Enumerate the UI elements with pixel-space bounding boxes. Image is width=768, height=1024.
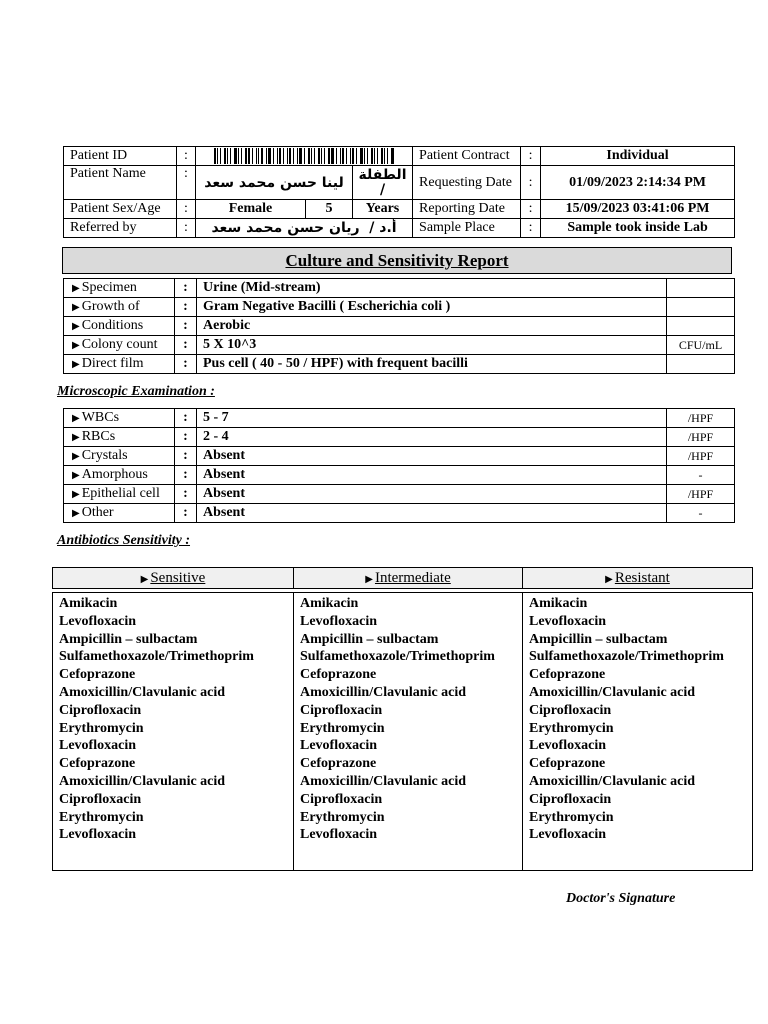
sex-age-label: Patient Sex/Age	[64, 200, 177, 219]
colon: :	[175, 279, 197, 298]
antibiotic-item: Cefoprazone	[59, 756, 136, 772]
culture-label: Direct film	[81, 356, 144, 371]
culture-unit	[667, 355, 735, 374]
micro-label-cell	[64, 485, 175, 504]
antibiotic-item: Sulfamethoxazole/Trimethoprim	[59, 649, 254, 665]
header-intermediate: ▶ Intermediate	[294, 568, 523, 589]
colon: :	[177, 166, 196, 200]
micro-value: Absent	[197, 504, 667, 523]
antibiotic-item: Erythromycin	[59, 809, 144, 825]
culture-row	[64, 298, 735, 317]
antibiotic-item: Erythromycin	[59, 720, 144, 736]
culture-label-cell	[64, 336, 175, 355]
referred-name: ريان حسن محمد سعد	[211, 220, 360, 236]
micro-label-cell	[64, 504, 175, 523]
antibiotic-item: Amikacin	[300, 596, 359, 611]
micro-label: Amorphous	[81, 467, 148, 482]
antibiotic-item: Cefoprazone	[300, 667, 377, 683]
culture-row	[64, 336, 735, 355]
colon: :	[175, 355, 197, 374]
culture-table	[63, 278, 735, 374]
culture-unit: CFU/mL	[667, 336, 735, 355]
micro-label-cell	[64, 466, 175, 485]
micro-value: Absent	[197, 485, 667, 504]
colon: :	[175, 409, 197, 428]
patient-name-label: Patient Name	[64, 166, 177, 200]
culture-unit	[667, 298, 735, 317]
antibiotic-item: Amoxicillin/Clavulanic acid	[59, 684, 226, 700]
antibiotic-item: Erythromycin	[300, 809, 385, 825]
microscopic-title: Microscopic Examination :	[57, 384, 215, 399]
triangle-right-icon: ▶	[72, 432, 80, 443]
triangle-right-icon: ▶	[72, 508, 80, 519]
culture-label-cell	[64, 355, 175, 374]
antibiotic-item: Ampicillin – sulbactam	[300, 631, 439, 647]
micro-label: Crystals	[81, 448, 128, 463]
antibiotic-item: Ampicillin – sulbactam	[59, 631, 198, 647]
antibiotic-item: Levofloxacin	[59, 613, 136, 629]
culture-label: Colony count	[81, 337, 158, 352]
referred-by-label: Referred by	[64, 219, 177, 238]
micro-row	[64, 485, 735, 504]
antibiotic-item: Levofloxacin	[529, 738, 606, 754]
requesting-date-label: Requesting Date	[413, 166, 521, 200]
triangle-right-icon: ▶	[140, 573, 149, 585]
triangle-right-icon: ▶	[72, 321, 80, 332]
antibiotic-item: Amikacin	[59, 596, 118, 611]
antibiotic-item: Amoxicillin/Clavulanic acid	[300, 684, 467, 700]
culture-value: 5 X 10^3	[197, 336, 667, 355]
reporting-date-value: 15/09/2023 03:41:06 PM	[541, 200, 735, 219]
culture-row	[64, 279, 735, 298]
patient-id-label: Patient ID	[64, 147, 177, 166]
micro-value: 5 - 7	[197, 409, 667, 428]
sensitive-column	[53, 593, 294, 871]
patient-sex: Female	[196, 200, 306, 219]
micro-row	[64, 409, 735, 428]
culture-label: Growth of	[81, 299, 140, 314]
report-title: Culture and Sensitivity Report	[62, 247, 732, 274]
patient-contract-value: Individual	[541, 147, 735, 166]
colon: :	[521, 166, 541, 200]
micro-row	[64, 466, 735, 485]
antibiotic-item: Levofloxacin	[300, 738, 377, 754]
colon: :	[521, 219, 541, 238]
antibiotic-item: Cefoprazone	[529, 756, 606, 772]
patient-name-value: لينا حسن محمد سعد	[196, 166, 353, 200]
micro-label: Epithelial cell	[81, 486, 160, 501]
colon: :	[521, 200, 541, 219]
resistant-column	[523, 593, 753, 871]
culture-value: Urine (Mid-stream)	[197, 279, 667, 298]
culture-label-cell	[64, 298, 175, 317]
requesting-date-value: 01/09/2023 2:14:34 PM	[541, 166, 735, 200]
culture-value: Pus cell ( 40 - 50 / HPF) with frequent bacilli	[197, 355, 667, 374]
header-resistant: ▶ Resistant	[523, 568, 753, 589]
triangle-right-icon: ▶	[365, 573, 373, 585]
patient-info-table	[63, 146, 735, 238]
antibiotic-item: Ciprofloxacin	[59, 702, 142, 718]
culture-label: Conditions	[81, 318, 144, 333]
antibiotics-title: Antibiotics Sensitivity :	[57, 533, 191, 548]
triangle-right-icon: ▶	[72, 489, 80, 500]
micro-unit: /HPF	[667, 485, 735, 504]
barcode-icon	[202, 148, 406, 165]
colon: :	[177, 200, 196, 219]
sensitivity-table	[52, 592, 753, 871]
sample-place-label: Sample Place	[413, 219, 521, 238]
micro-value: Absent	[197, 466, 667, 485]
triangle-right-icon: ▶	[605, 573, 613, 585]
patient-age-unit: Years	[353, 200, 413, 219]
micro-row	[64, 447, 735, 466]
colon: :	[175, 317, 197, 336]
antibiotic-item: Ciprofloxacin	[300, 791, 383, 807]
triangle-right-icon: ▶	[72, 302, 80, 313]
colon: :	[521, 147, 541, 166]
micro-unit: /HPF	[667, 428, 735, 447]
micro-unit: /HPF	[667, 409, 735, 428]
antibiotic-item: Amikacin	[529, 596, 588, 611]
antibiotic-item: Levofloxacin	[300, 827, 377, 843]
micro-unit: /HPF	[667, 447, 735, 466]
antibiotic-item: Erythromycin	[529, 720, 614, 736]
sensitivity-header	[52, 567, 753, 589]
colon: :	[175, 485, 197, 504]
antibiotic-item: Erythromycin	[300, 720, 385, 736]
culture-label-cell	[64, 279, 175, 298]
patient-title-slash: /	[379, 181, 386, 198]
antibiotic-item: Amoxicillin/Clavulanic acid	[529, 684, 696, 700]
micro-value: Absent	[197, 447, 667, 466]
colon: :	[175, 447, 197, 466]
culture-unit	[667, 317, 735, 336]
culture-value: Gram Negative Bacilli ( Escherichia coli )	[197, 298, 667, 317]
sample-place-value: Sample took inside Lab	[541, 219, 735, 238]
antibiotic-item: Amoxicillin/Clavulanic acid	[300, 773, 467, 789]
antibiotic-item: Ciprofloxacin	[529, 791, 612, 807]
colon: :	[177, 147, 196, 166]
culture-row	[64, 355, 735, 374]
referred-by-value	[196, 219, 413, 238]
micro-unit: -	[667, 466, 735, 485]
patient-title	[353, 166, 413, 200]
antibiotic-item: Sulfamethoxazole/Trimethoprim	[300, 649, 495, 665]
patient-title-ar: الطفلة	[358, 166, 407, 183]
micro-label-cell	[64, 447, 175, 466]
antibiotic-item: Cefoprazone	[529, 667, 606, 683]
antibiotic-item: Ciprofloxacin	[300, 702, 383, 718]
antibiotic-item: Erythromycin	[529, 809, 614, 825]
triangle-right-icon: ▶	[72, 451, 80, 462]
antibiotic-item: Levofloxacin	[529, 613, 606, 629]
culture-label: Specimen	[81, 280, 137, 295]
micro-label-cell	[64, 409, 175, 428]
antibiotic-item: Cefoprazone	[59, 667, 136, 683]
micro-row	[64, 504, 735, 523]
microscopic-table	[63, 408, 735, 523]
antibiotic-item: Ciprofloxacin	[529, 702, 612, 718]
culture-value: Aerobic	[197, 317, 667, 336]
triangle-right-icon: ▶	[72, 470, 80, 481]
colon: :	[175, 504, 197, 523]
triangle-right-icon: ▶	[72, 359, 80, 370]
doctor-signature: Doctor's Signature	[566, 891, 676, 906]
micro-label: Other	[81, 505, 114, 520]
antibiotic-item: Cefoprazone	[300, 756, 377, 772]
micro-label: RBCs	[81, 429, 116, 444]
micro-unit: -	[667, 504, 735, 523]
header-sensitive: ▶ Sensitive	[53, 568, 294, 589]
reporting-date-label: Reporting Date	[413, 200, 521, 219]
micro-label: WBCs	[81, 410, 120, 425]
intermediate-column	[294, 593, 523, 871]
antibiotic-item: Amoxicillin/Clavulanic acid	[59, 773, 226, 789]
antibiotic-item: Levofloxacin	[529, 827, 606, 843]
culture-unit	[667, 279, 735, 298]
triangle-right-icon: ▶	[72, 283, 80, 294]
referred-prefix: أ.د /	[369, 220, 397, 236]
antibiotic-item: Levofloxacin	[59, 827, 136, 843]
micro-label-cell	[64, 428, 175, 447]
culture-label-cell	[64, 317, 175, 336]
patient-id-barcode	[196, 147, 413, 166]
colon: :	[175, 336, 197, 355]
colon: :	[175, 428, 197, 447]
antibiotic-item: Amoxicillin/Clavulanic acid	[529, 773, 696, 789]
triangle-right-icon: ▶	[72, 413, 80, 424]
triangle-right-icon: ▶	[72, 340, 80, 351]
patient-contract-label: Patient Contract	[413, 147, 521, 166]
culture-row	[64, 317, 735, 336]
colon: :	[175, 466, 197, 485]
patient-age: 5	[306, 200, 353, 219]
antibiotic-item: Ciprofloxacin	[59, 791, 142, 807]
colon: :	[177, 219, 196, 238]
antibiotic-item: Levofloxacin	[59, 738, 136, 754]
antibiotic-item: Levofloxacin	[300, 613, 377, 629]
colon: :	[175, 298, 197, 317]
antibiotic-item: Ampicillin – sulbactam	[529, 631, 668, 647]
antibiotic-item: Sulfamethoxazole/Trimethoprim	[529, 649, 724, 665]
micro-value: 2 - 4	[197, 428, 667, 447]
micro-row	[64, 428, 735, 447]
